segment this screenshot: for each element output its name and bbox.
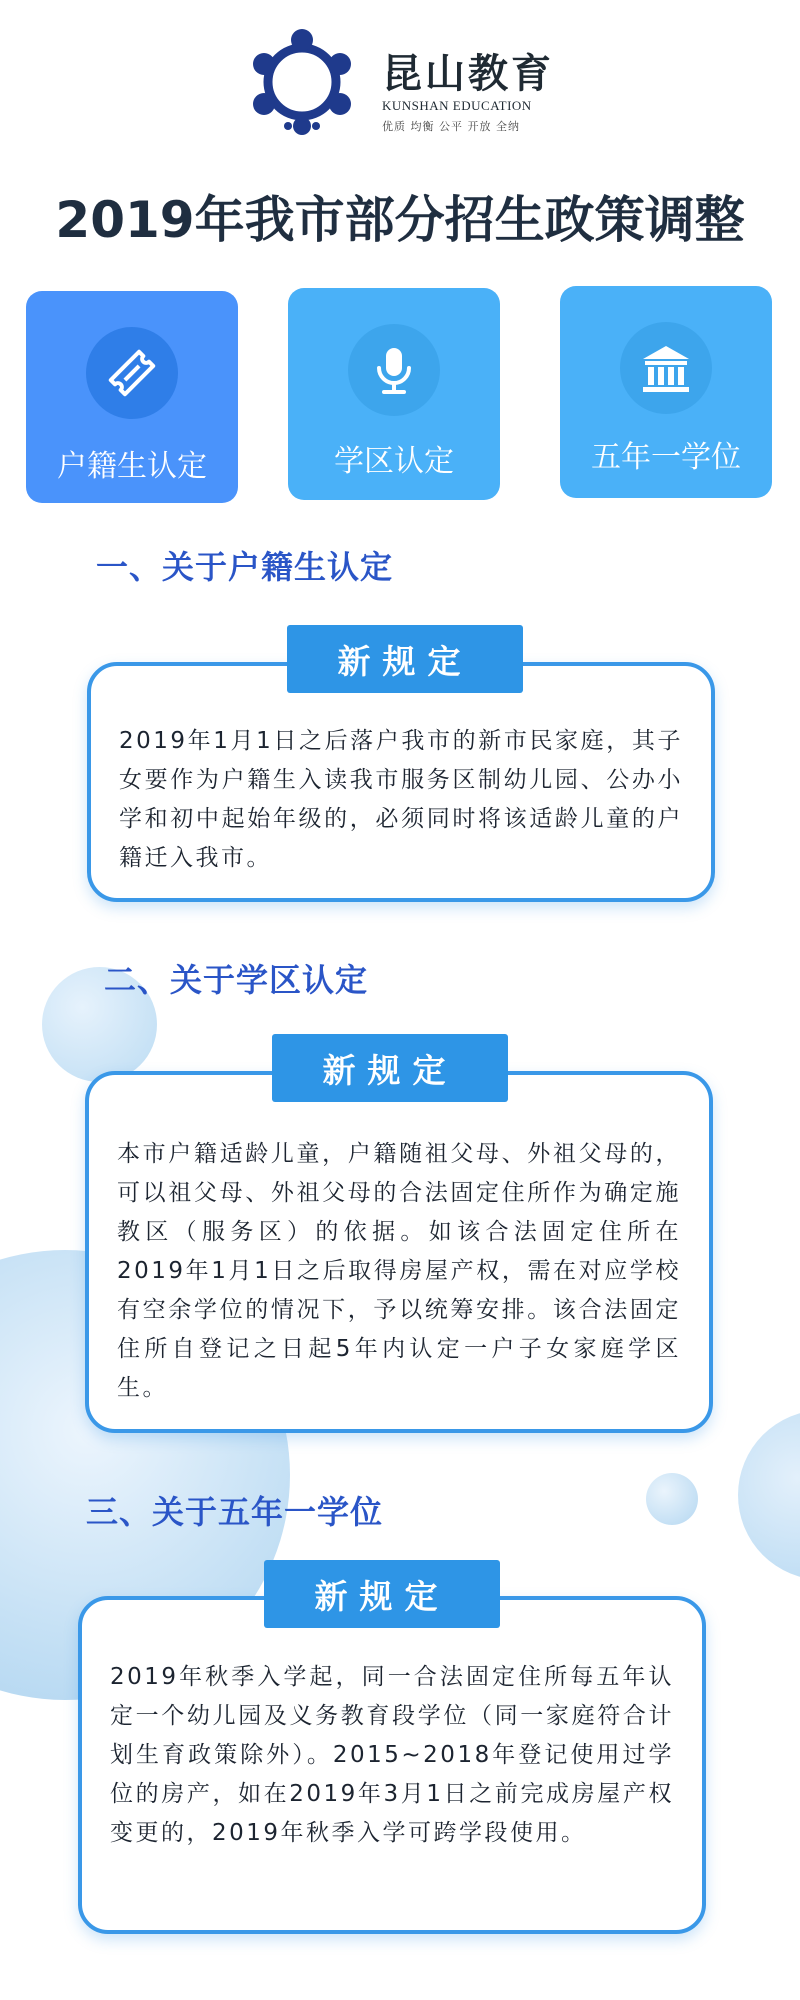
tile-label: 五年一学位 [591, 440, 741, 475]
logo-slogan: 优质 均衡 公平 开放 全纳 [382, 120, 520, 133]
tile-label: 户籍生认定 [57, 449, 207, 484]
policy-text: 本市户籍适龄儿童，户籍随祖父母、外祖父母的，可以祖父母、外祖父母的合法固定住所作为确定施教区（服务区）的依据。如该合法固定住所在2019年1月1日之后取得房屋产权，需在对应学校有空余学位的情况下，予以统筹安排。该合法固定住所自登记之日起5年内认定一户子女家庭学区生。 [117, 1141, 681, 1401]
tile-icon-circle [348, 324, 440, 416]
ticket-icon [104, 345, 160, 401]
tile-icon-circle [86, 327, 178, 419]
tile-label: 学区认定 [334, 444, 454, 479]
section-heading-household: 一、关于户籍生认定 [96, 548, 394, 586]
tile-school-district[interactable] [288, 288, 500, 500]
policy-card [85, 1071, 713, 1433]
section-heading-district: 二、关于学区认定 [104, 961, 369, 999]
policy-text: 2019年秋季入学起，同一合法固定住所每五年认定一个幼儿园及义务教育段学位（同一家庭符合计划生育政策除外）。2015~2018年登记使用过学位的房产，如在2019年3月1日之前完成房屋产权变更的，2019年秋季入学可跨学段使用。 [110, 1664, 674, 1846]
policy-text: 2019年1月1日之后落户我市的新市民家庭，其子女要作为户籍生入读我市服务区制幼儿园、公办小学和初中起始年级的，必须同时将该适龄儿童的户籍迁入我市。 [119, 728, 683, 871]
decorative-circle [646, 1473, 698, 1525]
page-title: 2019年我市部分招生政策调整 [55, 191, 745, 249]
section-heading-five-year: 三、关于五年一学位 [86, 1493, 384, 1531]
tile-icon-circle [620, 322, 712, 414]
policy-card [87, 662, 715, 902]
logo-subtitle: KUNSHAN EDUCATION [382, 98, 532, 113]
policy-card [78, 1596, 706, 1934]
new-rule-tag: 新规定 [272, 1034, 508, 1102]
flower-ring-icon [248, 28, 356, 136]
tile-household-registration[interactable] [26, 291, 238, 503]
logo [248, 28, 568, 138]
logo-name: 昆山教育 [382, 50, 554, 97]
tile-five-year-one-seat[interactable] [560, 286, 772, 498]
new-rule-tag: 新规定 [264, 1560, 500, 1628]
building-icon [637, 339, 695, 397]
new-rule-tag: 新规定 [287, 625, 523, 693]
decorative-circle [738, 1410, 800, 1580]
microphone-icon [366, 342, 422, 398]
